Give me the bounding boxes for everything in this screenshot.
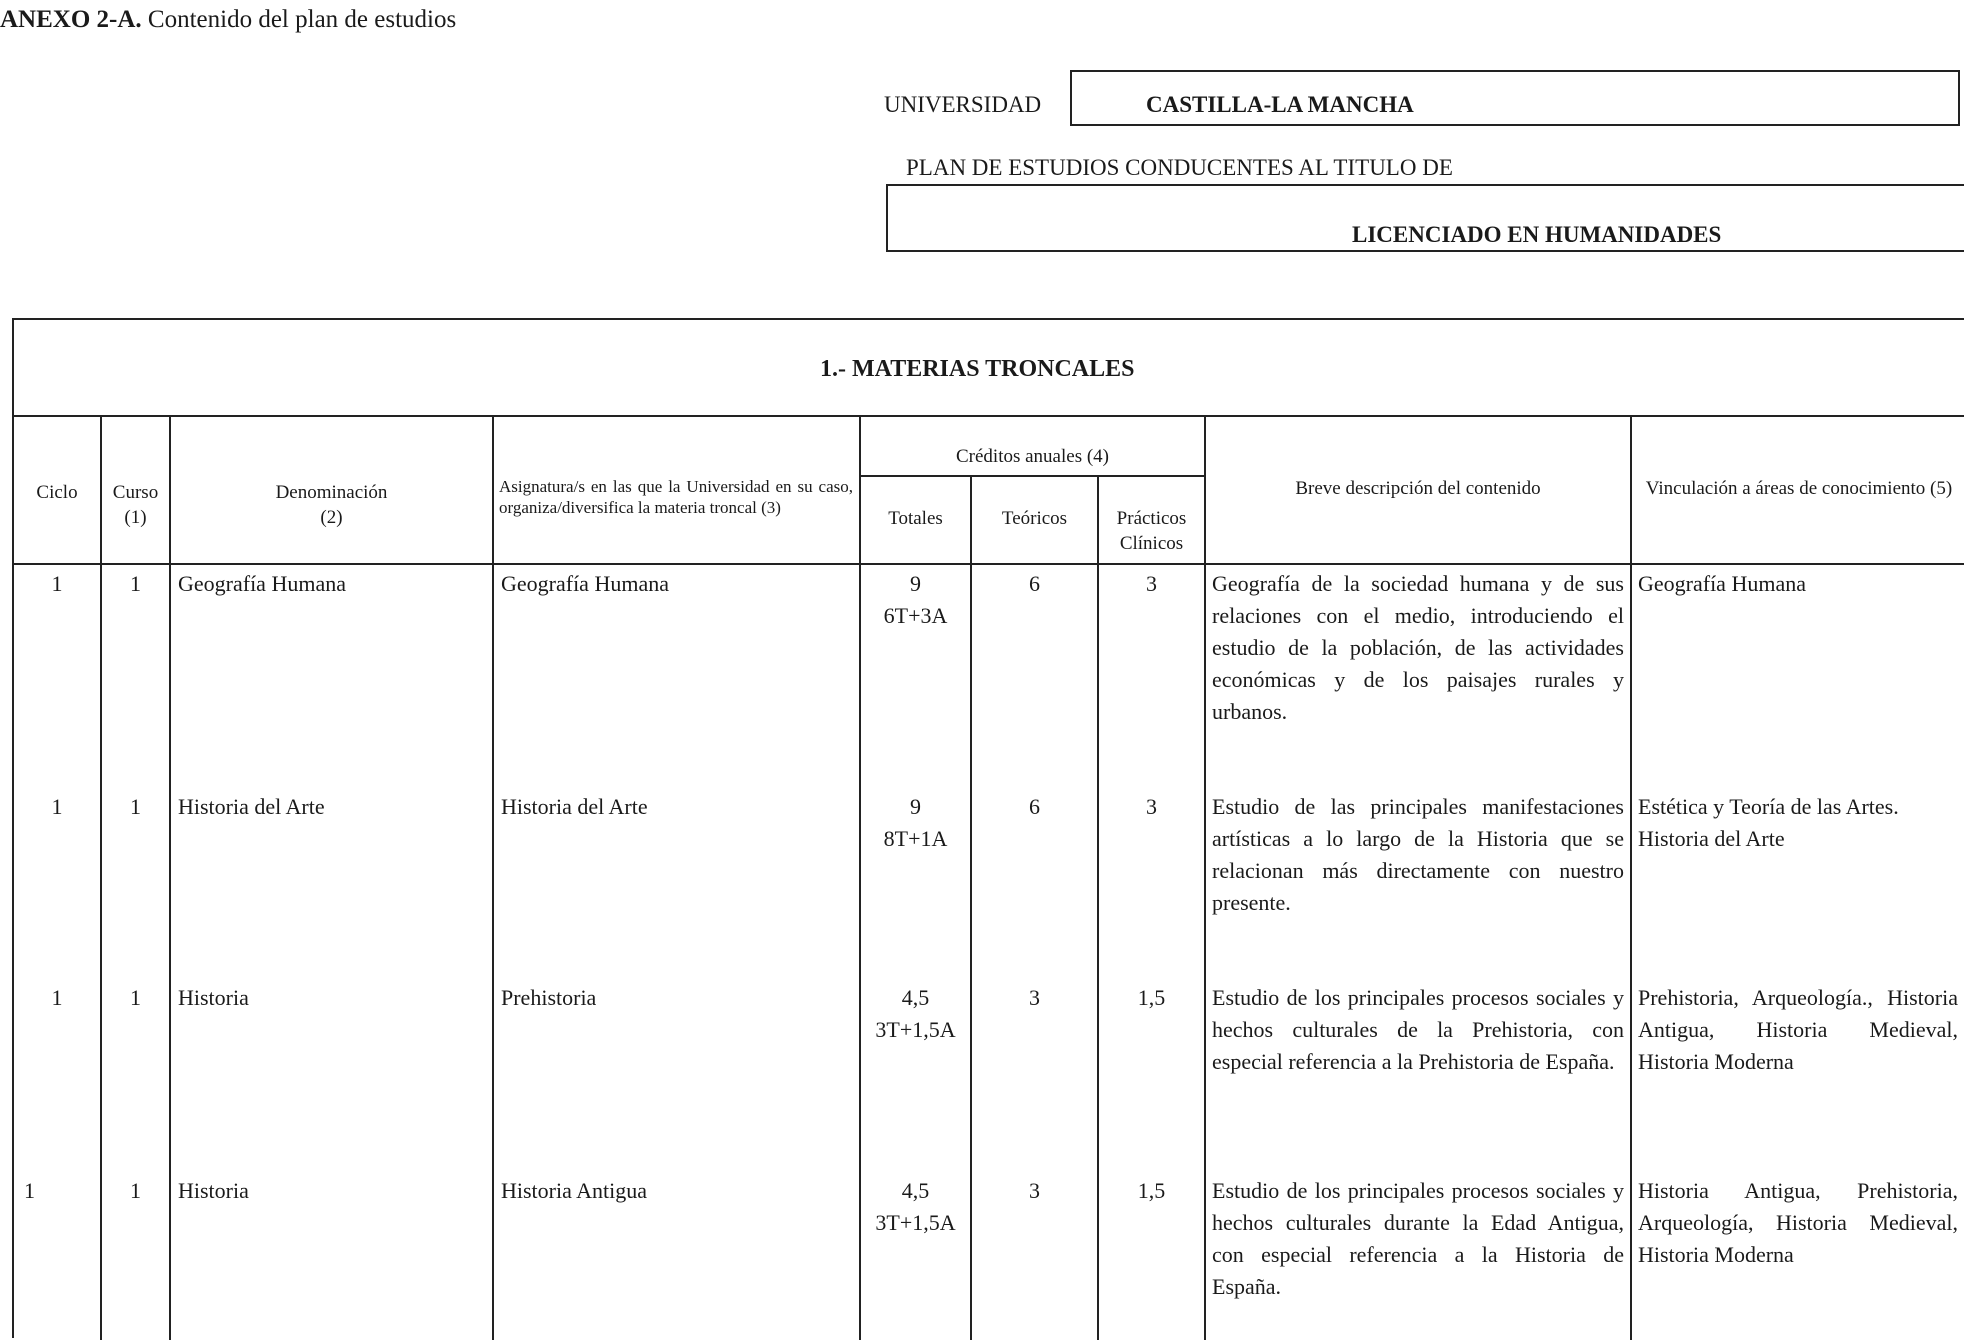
- cell-descripcion: Geografía de la sociedad humana y de sus relaciones con el medio, introduciendo el estudio de la población, de las actividades económicas y de los paisajes rurales y urbanos.: [1212, 571, 1624, 724]
- cell-teoricos: 6: [1029, 571, 1040, 596]
- credits-header-divider: [859, 475, 1206, 477]
- cell-totales-value: 4,5: [901, 1178, 930, 1203]
- header-teoricos: Teóricos: [1001, 508, 1068, 529]
- column-divider: [1204, 417, 1206, 1340]
- cell-ciclo: 1: [51, 985, 63, 1010]
- cell-totales-value: 9: [910, 794, 921, 819]
- section-title: 1.- MATERIAS TRONCALES: [820, 356, 1135, 382]
- header-practicos: [1099, 506, 1204, 556]
- column-divider: [169, 417, 171, 1340]
- cell-denominacion: Historia: [178, 985, 249, 1010]
- cell-curso: 1: [130, 985, 141, 1010]
- cell-totales-value: 4,5: [901, 985, 930, 1010]
- cell-practicos: 3: [1146, 794, 1157, 819]
- cell-ciclo: 1: [51, 794, 63, 819]
- cell-vinculacion: Prehistoria, Arqueología., Historia Antigua, Historia Medieval, Historia Moderna: [1638, 985, 1958, 1074]
- cell-totales: [861, 791, 970, 855]
- cell-denominacion: Geografía Humana: [178, 571, 346, 596]
- header-descripcion: Breve descripción del contenido: [1295, 478, 1541, 499]
- cell-vinculacion: Historia Antigua, Prehistoria, Arqueología, Historia Medieval, Historia Moderna: [1638, 1178, 1958, 1267]
- column-divider: [1097, 476, 1099, 1340]
- cell-denominacion: Historia: [178, 1178, 249, 1203]
- cell-asignatura: Prehistoria: [501, 985, 597, 1010]
- column-divider: [492, 417, 494, 1340]
- cell-practicos: 3: [1146, 571, 1157, 596]
- cell-totales-split: 3T+1,5A: [875, 1210, 956, 1235]
- cell-totales: [861, 1175, 970, 1239]
- cell-asignatura: Historia Antigua: [501, 1178, 648, 1203]
- annex-description: Contenido del plan de estudios: [141, 6, 457, 33]
- cell-vinculacion: Geografía Humana: [1638, 571, 1806, 596]
- header-curso: [102, 480, 169, 530]
- annex-number: ANEXO 2-A.: [0, 6, 142, 33]
- cell-totales-split: 6T+3A: [883, 603, 948, 628]
- header-curso-note: (1): [124, 507, 147, 528]
- cell-practicos: 1,5: [1137, 985, 1166, 1010]
- cell-ciclo: 1: [51, 571, 63, 596]
- university-label: UNIVERSIDAD: [884, 92, 1042, 117]
- degree-title: LICENCIADO EN HUMANIDADES: [1352, 222, 1722, 247]
- cell-curso: 1: [130, 1178, 141, 1203]
- cell-curso: 1: [130, 794, 141, 819]
- header-practicos-label: Prácticos: [1116, 508, 1187, 529]
- cell-teoricos: 6: [1029, 794, 1040, 819]
- annex-title: [0, 6, 456, 34]
- header-ciclo: Ciclo: [36, 482, 78, 503]
- header-vinculacion: Vinculación a áreas de conocimiento (5): [1645, 478, 1953, 499]
- degree-label: PLAN DE ESTUDIOS CONDUCENTES AL TITULO DE: [906, 155, 1453, 180]
- header-clinicos-label: Clínicos: [1119, 533, 1184, 554]
- cell-asignatura: Historia del Arte: [501, 794, 648, 819]
- column-divider: [1630, 417, 1632, 1340]
- cell-teoricos: 3: [1029, 985, 1040, 1010]
- cell-totales: [861, 982, 970, 1046]
- cell-asignatura: Geografía Humana: [501, 571, 669, 596]
- curriculum-table: [12, 318, 1964, 1338]
- cell-totales-split: 3T+1,5A: [875, 1017, 956, 1042]
- cell-denominacion: Historia del Arte: [178, 794, 325, 819]
- cell-totales: [861, 568, 970, 632]
- university-box: [1070, 70, 1960, 126]
- degree-box: [886, 184, 1964, 252]
- cell-teoricos: 3: [1029, 1178, 1040, 1203]
- header-denominacion-note: (2): [320, 507, 343, 528]
- header-denominacion: [171, 480, 492, 530]
- header-bottom-divider: [14, 563, 1964, 565]
- cell-descripcion: Estudio de las principales manifestaciones artísticas a lo largo de la Historia que se relacionan más directamente con nuestro presente.: [1212, 794, 1624, 915]
- cell-curso: 1: [130, 571, 141, 596]
- cell-totales-split: 8T+1A: [883, 826, 948, 851]
- university-name: CASTILLA-LA MANCHA: [1146, 92, 1414, 117]
- cell-descripcion: Estudio de los principales procesos sociales y hechos culturales durante la Edad Antigua, con especial referencia a la Historia de España.: [1212, 1178, 1624, 1299]
- section-header: [14, 320, 1964, 417]
- cell-totales-value: 9: [910, 571, 921, 596]
- header-totales: Totales: [888, 508, 943, 529]
- cell-vinculacion: Estética y Teoría de las Artes. Historia del Arte: [1638, 794, 1899, 851]
- header-creditos: Créditos anuales (4): [955, 446, 1109, 467]
- header-denominacion-label: Denominación: [275, 482, 388, 503]
- cell-practicos: 1,5: [1137, 1178, 1166, 1203]
- cell-ciclo: 1: [24, 1178, 35, 1203]
- cell-descripcion: Estudio de los principales procesos sociales y hechos culturales de la Prehistoria, con especial referencia a la Prehistoria de España.: [1212, 985, 1624, 1074]
- header-asignatura: Asignatura/s en las que la Universidad en su caso, organiza/diversifica la materia troncal (3): [499, 477, 853, 517]
- header-curso-label: Curso: [112, 482, 159, 503]
- column-divider: [970, 476, 972, 1340]
